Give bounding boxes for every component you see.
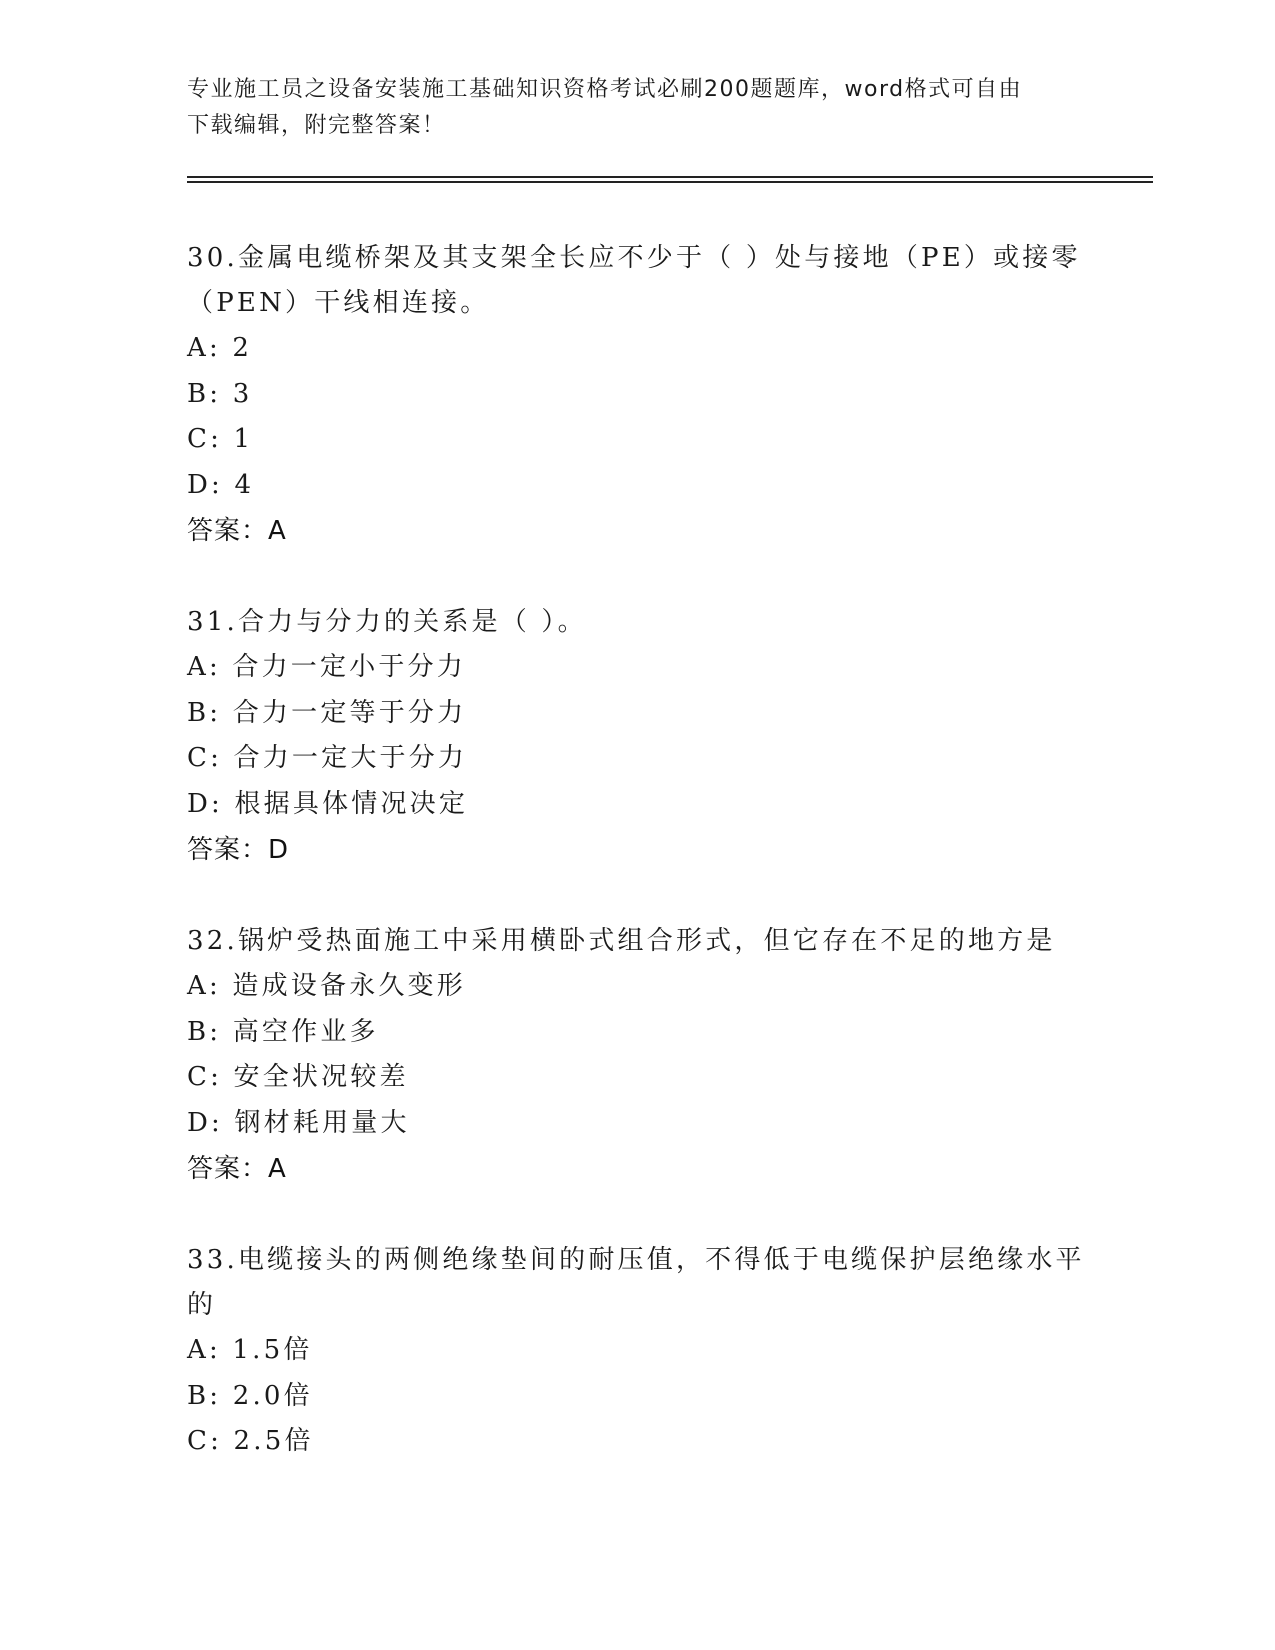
document-header	[187, 72, 1067, 144]
option-b: B: 2.0倍	[187, 1380, 313, 1411]
header-divider-top	[187, 176, 1153, 178]
question-30	[187, 236, 1087, 554]
question-stem-line: 31.合力与分力的关系是（ ）。	[187, 607, 587, 637]
option-a: A: 1.5倍	[187, 1335, 313, 1365]
question-stem	[187, 600, 1087, 645]
question-stem-line: 30.金属电缆桥架及其支架全长应不少于（ ）处与接地（PE）或接零	[187, 243, 1081, 273]
question-31	[187, 600, 1087, 873]
option-c: C: 2.5倍	[187, 1426, 314, 1456]
answer-label: 答案：D	[187, 835, 290, 865]
question-stem-line: （PEN）干线相连接。	[187, 288, 490, 318]
question-32	[187, 919, 1087, 1192]
option-d: D: 钢材耗用量大	[187, 1107, 410, 1138]
question-stem-line: 的	[187, 1290, 217, 1320]
option-d: D: 根据具体情况决定	[187, 788, 469, 819]
header-line-2: 下载编辑，附完整答案！	[187, 113, 446, 138]
option-a: A: 合力一定小于分力	[187, 652, 467, 682]
answer-label: 答案：A	[187, 516, 287, 546]
option-c: C: 安全状况较差	[187, 1062, 409, 1092]
option-a: A: 2	[187, 333, 253, 363]
question-stem	[187, 236, 1087, 326]
option-b: B: 高空作业多	[187, 1016, 379, 1047]
option-d: D: 4	[187, 469, 255, 500]
question-stem	[187, 1238, 1087, 1328]
option-b: B: 3	[187, 378, 253, 409]
question-stem-line: 33.电缆接头的两侧绝缘垫间的耐压值，不得低于电缆保护层绝缘水平	[187, 1245, 1085, 1275]
question-stem-line: 32.锅炉受热面施工中采用横卧式组合形式，但它存在不足的地方是	[187, 926, 1056, 956]
option-b: B: 合力一定等于分力	[187, 697, 467, 728]
question-33	[187, 1238, 1087, 1465]
header-divider-bottom	[187, 181, 1153, 183]
header-line-1: 专业施工员之设备安装施工基础知识资格考试必刷200题题库，word格式可自由	[187, 77, 1023, 102]
answer-label: 答案：A	[187, 1154, 287, 1184]
option-a: A: 造成设备永久变形	[187, 971, 467, 1001]
option-c: C: 1	[187, 424, 254, 454]
question-list	[187, 236, 1087, 1511]
option-c: C: 合力一定大于分力	[187, 743, 468, 773]
question-stem	[187, 919, 1087, 964]
